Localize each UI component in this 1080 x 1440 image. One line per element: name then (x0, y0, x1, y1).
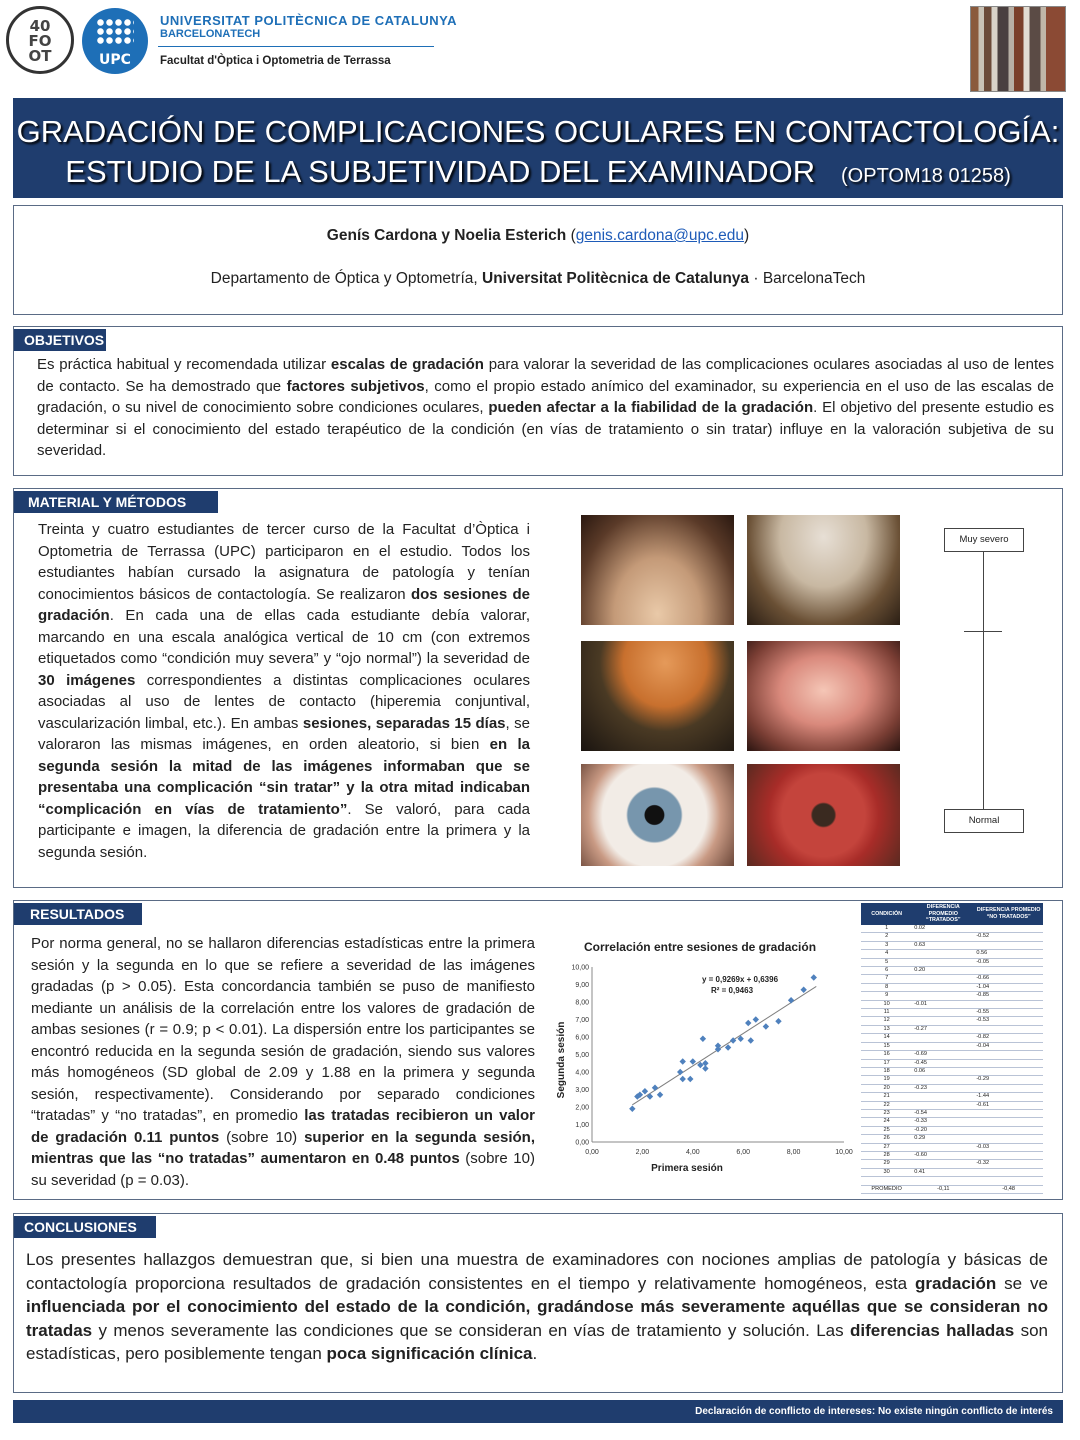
chart-r2: R² = 0,9463 (710, 986, 754, 995)
table-cell-condicion: 17 (861, 1059, 912, 1067)
chart-ylabel: Segunda sesión (556, 1021, 567, 1099)
table-row (861, 1034, 1043, 1042)
barcelonatech-label: BARCELONATECH (160, 28, 261, 40)
table-cell-tratados: -0.20 (912, 1126, 974, 1134)
x-tick-label: 8,00 (786, 1149, 801, 1156)
resultados-text: Por norma general, no se hallaron diferencias estadísticas entre la primera sesión y la segunda en lo que se refiere a severidad de las imágenes gradadas (p > 0.05). Esta concordancia también se puso de manifiesto mediante un análisis de la correlación entre los valores de gradación de ambas sesiones (r = 0.9; p < 0.01). La dispersión entre los participantes se encontró reducida en la segunda sesión de gradación, siendo sus valores más homogéneos (SD global de 2.09 y 1.88 en la primera y segunda sesión, respectivamente). Considerando por separado condiciones “tratadas” y “no tratadas”, en promedio las tratadas recibieron un valor de gradación 0.11 puntos (sobre 10) superior en la segunda sesión, mientras que las “no tratadas” aumentaron en 0.48 puntos (sobre 10) su severidad (p = 0.03). (31, 935, 535, 1189)
title-line-2: ESTUDIO DE LA SUBJETIVIDAD DEL EXAMINADOR (OPTOM18 01258) (65, 154, 1011, 189)
table-cell-condicion: 9 (861, 992, 912, 1000)
table-row (861, 1017, 1043, 1025)
average-tratados: -0,11 (912, 1185, 974, 1193)
table-row (861, 1118, 1043, 1126)
table-spacer-row (861, 1177, 1043, 1185)
poster-title (13, 98, 1063, 198)
table-header-condicion: CONDICIÓN (861, 903, 912, 925)
table-cell-tratados: 0.29 (912, 1135, 974, 1143)
y-tick-label: 1,00 (575, 1122, 589, 1129)
table-row (861, 1143, 1043, 1151)
y-tick-label: 0,00 (575, 1139, 589, 1147)
table-row (861, 1151, 1043, 1159)
table-cell-no-tratados: -0.04 (974, 1042, 1043, 1050)
table-header-tratados: DIFERENCIA PROMEDIO “TRATADOS” (912, 903, 974, 925)
table-row (861, 1059, 1043, 1067)
table-cell-tratados (912, 1160, 974, 1168)
table-row (861, 1042, 1043, 1050)
table-cell-condicion: 13 (861, 1025, 912, 1033)
scatter-point (687, 1076, 693, 1082)
table-row (861, 950, 1043, 958)
table-row (861, 1126, 1043, 1134)
scatter-point (700, 1036, 706, 1042)
objetivos-text: Es práctica habitual y recomendada utilizar escalas de gradación para valorar la severidad de las complicaciones oculares asociadas al uso de lentes de contacto. Se ha demostrado que factores subjetivos, como el propio estado anímico del examinador, su experiencia en el uso de las escalas de gradación, o su nivel de conocimiento sobre condiciones oculares, pueden afectar a la fiabilidad de la gradación. El objetivo del presente estudio es determinar si el conocimiento del estado terapéutico de la condición (en vías de tratamiento o sin tratar) influye en la valoración subjetiva de su severidad. (37, 356, 1055, 459)
table-cell-no-tratados: -0.61 (974, 1101, 1043, 1109)
y-tick-label: 8,00 (575, 999, 589, 1007)
table-cell-no-tratados: -0.66 (974, 975, 1043, 983)
table-cell-condicion: 15 (861, 1042, 912, 1050)
scatter-point (677, 1069, 683, 1075)
scatter-point (680, 1076, 686, 1082)
grading-scale-tick (964, 631, 1002, 632)
scatter-point (690, 1058, 696, 1064)
table-row (861, 1135, 1043, 1143)
eye-photo-red-eye (747, 764, 900, 866)
table-row (861, 1093, 1043, 1101)
table-cell-tratados (912, 1076, 974, 1084)
poster-code: (OPTOM18 01258) (841, 165, 1011, 187)
y-tick-label: 3,00 (575, 1087, 589, 1094)
table-cell-condicion: 6 (861, 967, 912, 975)
conclusiones-text: Los presentes hallazgos demuestran que, si bien una muestra de examinadores con nociones amplias de patología y básicas de contactología proporciona resultados de gradación consistentes en el tiempo y relativamente homogéneos, esta gradación se ve influenciada por el conocimiento del estado de la condición, gradándose más severamente aquéllas que se consideran no tratadas y menos severamente las condiciones que se consideran en vías de tratamiento y solución. Las diferencias halladas son estadísticas, pero posiblemente tengan poca significación clínica. (26, 1250, 1048, 1364)
scatter-point (652, 1085, 658, 1091)
table-cell-no-tratados: 0.56 (974, 950, 1043, 958)
table-cell-no-tratados (974, 1084, 1043, 1092)
table-cell-tratados (912, 1101, 974, 1109)
scatter-point (680, 1058, 686, 1064)
table-cell-no-tratados (974, 1000, 1043, 1008)
y-tick-label: 2,00 (575, 1104, 589, 1112)
table-cell-no-tratados (974, 1051, 1043, 1059)
table-cell-tratados: 0.63 (912, 941, 974, 949)
scale-label-muy-severo: Muy severo (944, 528, 1024, 552)
conflict-of-interest-footer: Declaración de conflicto de intereses: No existe ningún conflicto de interés (13, 1400, 1063, 1423)
chart-equation: y = 0,9269x + 0,6396 (701, 975, 779, 984)
x-tick-label: 4,00 (685, 1149, 700, 1156)
chart-trendline (632, 986, 816, 1104)
table-cell-condicion: 11 (861, 1009, 912, 1017)
y-tick-label: 4,00 (575, 1069, 589, 1077)
table-cell-tratados: -0.45 (912, 1059, 974, 1067)
conclusiones-heading: CONCLUSIONES (14, 1216, 156, 1238)
table-cell-condicion: 25 (861, 1126, 912, 1134)
table-row (861, 933, 1043, 941)
table-cell-no-tratados: -0.32 (974, 1160, 1043, 1168)
scatter-point (788, 997, 794, 1003)
scatter-point (748, 1037, 754, 1043)
authors-box: Genís Cardona y Noelia Esterich (genis.cardona@upc.edu) Departamento de Óptica y Optometría, Universitat Politècnica de Catalunya · BarcelonaTech (13, 205, 1063, 315)
average-label: PROMEDIO (861, 1185, 912, 1193)
table-cell-condicion: 19 (861, 1076, 912, 1084)
scatter-point (811, 974, 817, 980)
table-cell-tratados (912, 992, 974, 1000)
table-cell-tratados: -0.01 (912, 1000, 974, 1008)
results-table-wrapper (861, 903, 1043, 1194)
table-cell-tratados (912, 950, 974, 958)
table-cell-no-tratados (974, 1025, 1043, 1033)
eye-photo-eyelashes (581, 515, 734, 625)
table-cell-condicion: 4 (861, 950, 912, 958)
table-cell-tratados (912, 975, 974, 983)
scale-label-normal: Normal (944, 809, 1024, 833)
table-cell-no-tratados: -0.05 (974, 958, 1043, 966)
table-cell-tratados: -0.23 (912, 1084, 974, 1092)
table-row (861, 1025, 1043, 1033)
table-cell-no-tratados (974, 1151, 1043, 1159)
table-cell-condicion: 2 (861, 933, 912, 941)
table-cell-condicion: 29 (861, 1160, 912, 1168)
scatter-point (647, 1093, 653, 1099)
table-cell-condicion: 1 (861, 925, 912, 933)
building-photo (970, 6, 1066, 92)
table-cell-tratados: 0.06 (912, 1067, 974, 1075)
table-row (861, 983, 1043, 991)
table-cell-tratados: 0.41 (912, 1168, 974, 1176)
table-cell-tratados (912, 1143, 974, 1151)
table-row (861, 1076, 1043, 1084)
table-row (861, 975, 1043, 983)
table-cell-condicion: 8 (861, 983, 912, 991)
table-row (861, 1109, 1043, 1117)
table-cell-no-tratados (974, 1168, 1043, 1176)
table-cell-condicion: 26 (861, 1135, 912, 1143)
scatter-point (775, 1018, 781, 1024)
table-cell-no-tratados (974, 1135, 1043, 1143)
table-row (861, 1000, 1043, 1008)
average-no-tratados: -0,48 (974, 1185, 1043, 1193)
table-cell-no-tratados: -0.52 (974, 933, 1043, 941)
table-cell-no-tratados (974, 941, 1043, 949)
table-cell-tratados (912, 958, 974, 966)
scatter-point (745, 1020, 751, 1026)
scatter-point (702, 1065, 708, 1071)
table-cell-condicion: 18 (861, 1067, 912, 1075)
y-tick-label: 10,00 (571, 964, 589, 972)
table-cell-no-tratados: -1.44 (974, 1093, 1043, 1101)
faculty-name: Facultat d'Òptica i Optometria de Terrassa (160, 55, 391, 67)
affiliation: Departamento de Óptica y Optometría, Universitat Politècnica de Catalunya · BarcelonaTech (210, 270, 866, 287)
table-header-no-tratados: DIFERENCIA PROMEDIO “NO TRATADOS” (974, 903, 1043, 925)
scatter-point (725, 1044, 731, 1050)
table-cell-condicion: 5 (861, 958, 912, 966)
table-cell-condicion: 12 (861, 1017, 912, 1025)
university-name: UNIVERSITAT POLITÈCNICA DE CATALUNYA (160, 13, 458, 28)
table-cell-tratados: -0.60 (912, 1151, 974, 1159)
table-cell-tratados: -0.27 (912, 1025, 974, 1033)
table-row (861, 1009, 1043, 1017)
table-cell-condicion: 20 (861, 1084, 912, 1092)
scatter-point (753, 1016, 759, 1022)
y-tick-label: 9,00 (575, 982, 589, 989)
table-cell-condicion: 14 (861, 1034, 912, 1042)
upc-logo: UPC (82, 8, 148, 74)
table-cell-condicion: 30 (861, 1168, 912, 1176)
table-cell-condicion: 7 (861, 975, 912, 983)
table-cell-no-tratados: -0.55 (974, 1009, 1043, 1017)
material-text: Treinta y cuatro estudiantes de tercer curso de la Facultat d’Òptica i Optometria de Terrassa (UPC) participaron en el estudio. Todos los estudiantes habían cursado la asignatura de patología y tenían conocimientos básicos de contactología. Se realizaron dos sesiones de gradación. En cada una de ellas cada estudiante debía valorar, marcando en una escala analógica vertical de 10 cm (con extremos etiquetados como “condición muy severa” y “ojo normal”) la severidad de 30 imágenes correspondientes a distintas complicaciones oculares asociadas al uso de lentes de contacto (hiperemia conjuntival, vascularización limbal, etc.). En ambas sesiones, separadas 15 días, se valoraron las mismas imágenes, en orden aleatorio, si bien en la segunda sesión la mitad de las imágenes informaban que se presentaba una complicación “sin tratar” y la otra mitad indicaban “complicación en vías de tratamiento”. Se valoró, para cada participante e imagen, la diferencia de gradación entre la primera y la segunda sesión. (38, 521, 530, 861)
table-cell-no-tratados (974, 1067, 1043, 1075)
eye-photo-eyelid-debris (747, 515, 900, 625)
table-cell-no-tratados (974, 1059, 1043, 1067)
eye-photo-papillae (747, 641, 900, 751)
table-cell-no-tratados: -0.29 (974, 1076, 1043, 1084)
eye-photo-everted-lid (581, 641, 734, 751)
table-cell-condicion: 16 (861, 1051, 912, 1059)
header-divider (158, 46, 434, 47)
y-tick-label: 5,00 (575, 1052, 589, 1059)
y-tick-label: 7,00 (575, 1017, 589, 1024)
table-cell-tratados (912, 983, 974, 991)
table-cell-tratados (912, 1034, 974, 1042)
x-tick-label: 6,00 (736, 1149, 751, 1156)
table-cell-condicion: 22 (861, 1101, 912, 1109)
author-names: Genís Cardona y Noelia Esterich (326, 227, 567, 244)
table-cell-condicion: 3 (861, 941, 912, 949)
table-cell-no-tratados: -0.82 (974, 1034, 1043, 1042)
scatter-point (763, 1023, 769, 1029)
foot-40-logo: 40 FO OT (6, 6, 74, 74)
table-cell-tratados: -0.33 (912, 1118, 974, 1126)
table-cell-no-tratados (974, 1109, 1043, 1117)
eye-photo-normal-eye (581, 764, 734, 866)
table-cell-tratados (912, 1042, 974, 1050)
material-heading: MATERIAL Y MÉTODOS (14, 491, 218, 513)
results-table (861, 903, 1043, 1194)
resultados-heading: RESULTADOS (14, 903, 142, 925)
table-cell-no-tratados: -1.04 (974, 983, 1043, 991)
table-row (861, 1084, 1043, 1092)
table-cell-condicion: 28 (861, 1151, 912, 1159)
table-cell-no-tratados: -0.03 (974, 1143, 1043, 1151)
conclusiones-section (13, 1213, 1063, 1393)
objetivos-heading: OBJETIVOS (14, 329, 106, 351)
table-cell-no-tratados (974, 1126, 1043, 1134)
table-cell-no-tratados: -0.85 (974, 992, 1043, 1000)
table-row (861, 967, 1043, 975)
table-cell-condicion: 24 (861, 1118, 912, 1126)
table-cell-tratados: 0.02 (912, 925, 974, 933)
table-row (861, 941, 1043, 949)
table-cell-tratados (912, 1093, 974, 1101)
table-cell-tratados: -0.69 (912, 1051, 974, 1059)
chart-title: Correlación entre sesiones de gradación (583, 940, 817, 954)
table-cell-tratados (912, 933, 974, 941)
table-cell-condicion: 27 (861, 1143, 912, 1151)
x-tick-label: 10,00 (835, 1149, 853, 1156)
table-cell-no-tratados (974, 1118, 1043, 1126)
table-cell-tratados (912, 1009, 974, 1017)
table-cell-tratados (912, 1017, 974, 1025)
scatter-point (657, 1092, 663, 1098)
scatter-point (642, 1088, 648, 1094)
table-row (861, 1067, 1043, 1075)
table-row (861, 1168, 1043, 1176)
objetivos-section (13, 326, 1063, 476)
table-row (861, 1101, 1043, 1109)
table-cell-no-tratados: -0.53 (974, 1017, 1043, 1025)
table-cell-no-tratados (974, 925, 1043, 933)
table-cell-condicion: 10 (861, 1000, 912, 1008)
correlation-scatter-chart (556, 935, 853, 1185)
table-cell-tratados: -0.54 (912, 1109, 974, 1117)
y-tick-label: 6,00 (575, 1034, 589, 1042)
table-row (861, 1051, 1043, 1059)
scatter-point (629, 1106, 635, 1112)
x-tick-label: 2,00 (635, 1149, 650, 1156)
material-section (13, 488, 1063, 888)
grading-scale-line (983, 551, 984, 809)
author-email-link[interactable]: genis.cardona@upc.edu (575, 227, 745, 244)
table-cell-no-tratados (974, 967, 1043, 975)
table-cell-condicion: 23 (861, 1109, 912, 1117)
chart-xlabel: Primera sesión (651, 1163, 723, 1174)
table-cell-tratados: 0.20 (912, 967, 974, 975)
title-line-1: GRADACIÓN DE COMPLICACIONES OCULARES EN CONTACTOLOGÍA: (16, 114, 1060, 149)
scatter-point (800, 987, 806, 993)
table-cell-condicion: 21 (861, 1093, 912, 1101)
table-row (861, 925, 1043, 933)
table-row (861, 958, 1043, 966)
x-tick-label: 0,00 (585, 1149, 599, 1156)
table-average-row (861, 1185, 1043, 1193)
table-row (861, 992, 1043, 1000)
table-row (861, 1160, 1043, 1168)
